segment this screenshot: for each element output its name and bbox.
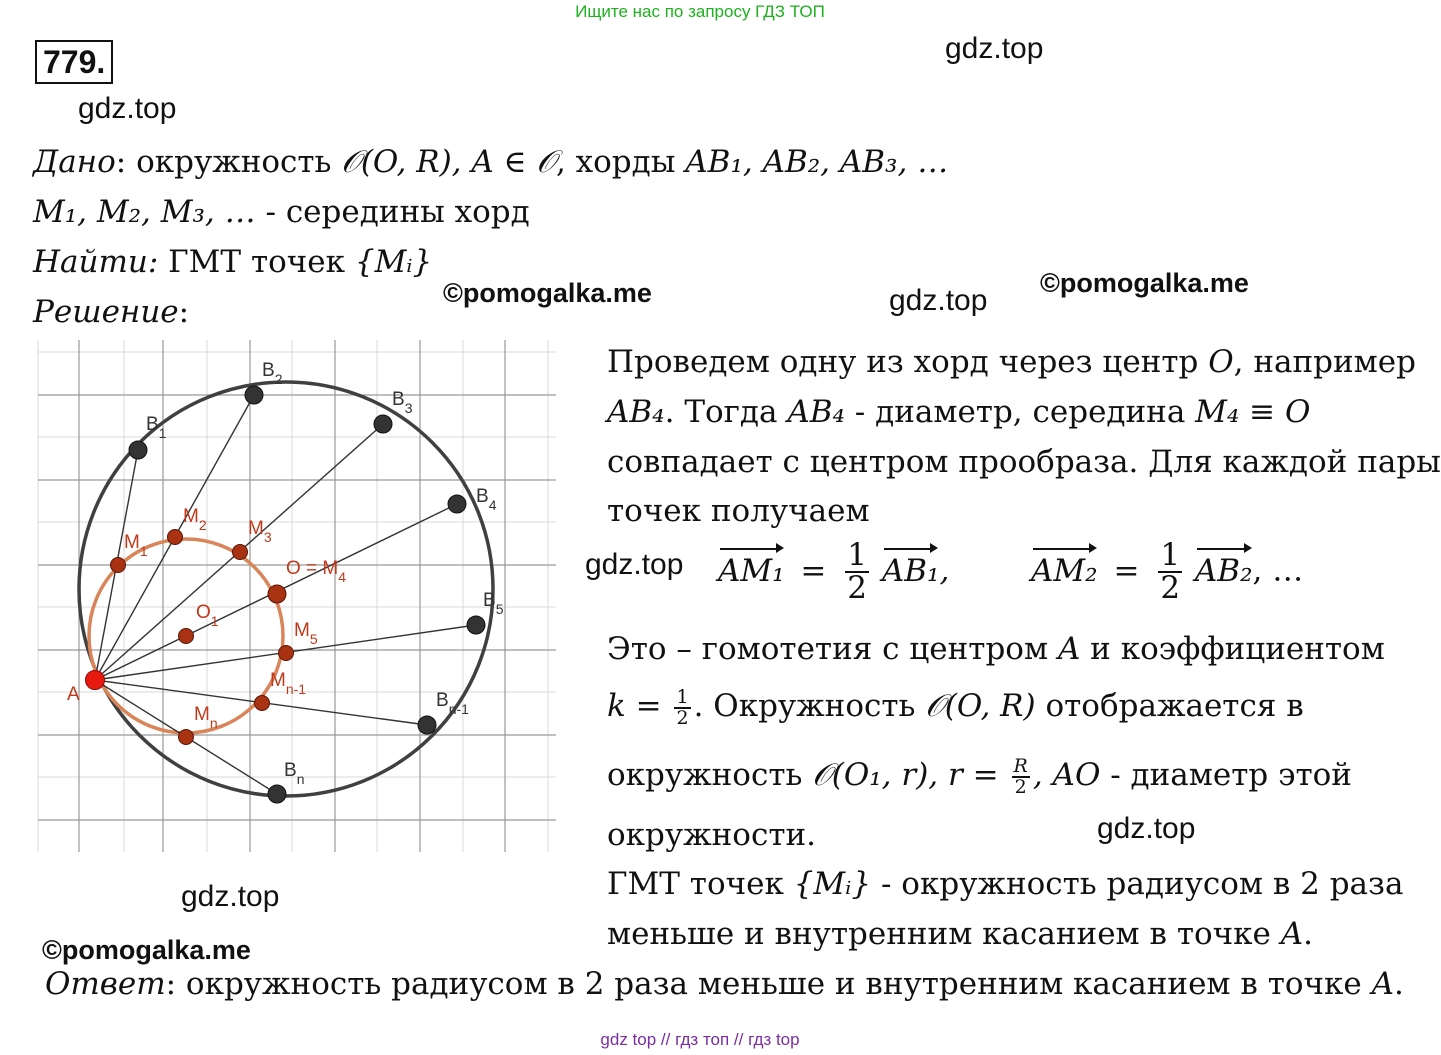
watermark-pomogalka: ©pomogalka.me [443, 278, 652, 308]
body-line-3: совпадает с центром прообраза. Для каждой пары [607, 444, 1441, 480]
given-mids-text: - середины хорд [255, 194, 530, 230]
label-m1: $M_1$ [124, 532, 148, 559]
body-math: AB₄ [607, 394, 665, 430]
label-bn: $B_n$ [284, 760, 305, 787]
body-text: меньше и внутренним касанием в точке [607, 916, 1281, 952]
formula-eq: = [800, 552, 827, 589]
label-b2: $B_2$ [262, 360, 283, 387]
formula-comma: , [939, 552, 950, 589]
body-math: {Mᵢ} [793, 866, 872, 902]
point-b3 [374, 415, 392, 433]
label-a: A [67, 684, 80, 705]
label-b1: $B_1$ [146, 414, 167, 441]
body-math: AB₄ [787, 394, 845, 430]
label-mn: $M_n$ [194, 704, 218, 731]
answer-text: : окружность радиусом в 2 раза меньше и внутренним касанием в точке [165, 966, 1372, 1002]
body-text: - диаметр этой [1100, 757, 1352, 793]
label-m2: $M_2$ [183, 506, 207, 533]
solution-line [33, 292, 189, 332]
body-line-6 [607, 680, 1304, 732]
point-a [86, 671, 105, 690]
label-bn-1: $B_{n-1}$ [436, 690, 469, 717]
given-text: : окружность [115, 144, 342, 180]
point-b4 [448, 495, 466, 513]
point-m3 [233, 545, 248, 560]
watermark-gdz: gdz.top [889, 284, 988, 317]
geometry-diagram [35, 335, 560, 855]
body-text: и коэффициентом [1080, 631, 1385, 667]
point-b1 [129, 441, 147, 459]
label-b5: $B_5$ [483, 590, 504, 617]
body-text: . Тогда [664, 394, 788, 430]
body-math: 𝒪(O₁, r), r = [812, 757, 999, 793]
answer-text: . [1393, 966, 1404, 1002]
point-mn [179, 730, 194, 745]
body-text: отображается в [1035, 688, 1304, 724]
footer-links[interactable]: gdz top // гдз топ // гдз top [600, 1030, 800, 1049]
vector-ab1: AB₁ [882, 548, 940, 594]
point-m1 [111, 558, 126, 573]
point-b2 [245, 386, 263, 404]
point-bn-1 [418, 716, 436, 734]
body-math: M₄ ≡ O [1195, 394, 1311, 430]
answer-label: Ответ [45, 966, 166, 1002]
solution-colon: : [178, 294, 190, 330]
given-chords-math: AB₁, AB₂, AB₃, … [685, 144, 949, 180]
body-line-10 [607, 914, 1313, 954]
top-banner: Ищите нас по запросу ГДЗ ТОП [575, 2, 825, 21]
label-b3: $B_3$ [392, 389, 413, 416]
answer-math: A [1371, 966, 1394, 1002]
find-line [33, 242, 432, 282]
point-m2 [168, 530, 183, 545]
body-text: . Окружность [693, 688, 926, 724]
solution-label: Решение [33, 294, 179, 330]
body-line-5 [607, 629, 1385, 669]
body-math: A [1280, 916, 1304, 952]
fraction-k: $\frac{1}{2}$ [676, 685, 689, 729]
find-text: ГМТ точек [158, 244, 355, 280]
answer-line [45, 964, 1404, 1004]
given-line-1 [33, 142, 948, 182]
label-m3: $M_3$ [248, 518, 272, 545]
label-m5: $M_5$ [294, 620, 318, 647]
fraction-r: $\frac{R}{2}$ [1013, 754, 1028, 798]
fraction-half: $\frac{1}{2}$ [1160, 537, 1181, 606]
point-b5 [467, 616, 485, 634]
body-text: , например [1233, 344, 1416, 380]
body-line-1 [607, 342, 1416, 382]
body-math: A [1057, 631, 1081, 667]
body-line-2 [607, 392, 1310, 432]
watermark-gdz: gdz.top [181, 880, 280, 913]
vector-am1: AM₁ [718, 548, 785, 594]
body-line-7 [607, 748, 1352, 802]
given-text-chords: , хорды [555, 144, 686, 180]
body-math: k = [607, 688, 662, 724]
formula-line [718, 537, 1304, 606]
problem-number: 779. [35, 40, 113, 84]
formula-tail: , … [1252, 552, 1304, 589]
formula-eq: = [1113, 552, 1140, 589]
body-line-8: окружности. [607, 817, 816, 853]
body-text: - диаметр, середина [844, 394, 1196, 430]
vector-am2: AM₂ [1031, 548, 1098, 594]
vector-ab2: AB₂ [1195, 548, 1253, 594]
watermark-gdz: gdz.top [585, 548, 684, 581]
given-mids-math: M₁, M₂, M₃, … [33, 194, 256, 230]
watermark-pomogalka: ©pomogalka.me [42, 935, 251, 965]
body-math: 𝒪(O, R) [925, 688, 1036, 724]
body-text: Это – гомотетия с центром [607, 631, 1058, 667]
point-o1 [179, 629, 194, 644]
body-text: окружность [607, 757, 813, 793]
watermark-gdz: gdz.top [1097, 812, 1196, 845]
body-line-9 [607, 864, 1403, 904]
point-o-m4 [268, 585, 286, 603]
body-text: ГМТ точек [607, 866, 794, 902]
watermark-gdz: gdz.top [78, 92, 177, 125]
label-b4: $B_4$ [476, 486, 497, 513]
point-m5 [279, 646, 294, 661]
body-line-4: точек получаем [607, 493, 870, 529]
body-text: Проведем одну из хорд через центр [607, 344, 1209, 380]
watermark-gdz: gdz.top [945, 32, 1044, 65]
given-label: Дано [33, 144, 116, 180]
label-o1: $O_1$ [196, 602, 219, 629]
given-circle-math: 𝒪(O, R), A ∈ 𝒪 [341, 144, 556, 180]
label-mn-1: $M_{n-1}$ [270, 670, 307, 697]
point-bn [268, 785, 286, 803]
find-set: {Mᵢ} [354, 244, 433, 280]
given-line-2 [33, 192, 530, 232]
point-mn-1 [255, 696, 270, 711]
body-math: , AO [1032, 757, 1101, 793]
body-text: . [1303, 916, 1313, 952]
body-math: O [1208, 344, 1234, 380]
body-text: - окружность радиусом в 2 раза [871, 866, 1404, 902]
label-o-m4: $O = M_4$ [286, 558, 347, 585]
fraction-half: $\frac{1}{2}$ [847, 537, 867, 606]
find-label: Найти: [33, 244, 159, 280]
watermark-pomogalka: ©pomogalka.me [1040, 268, 1249, 298]
